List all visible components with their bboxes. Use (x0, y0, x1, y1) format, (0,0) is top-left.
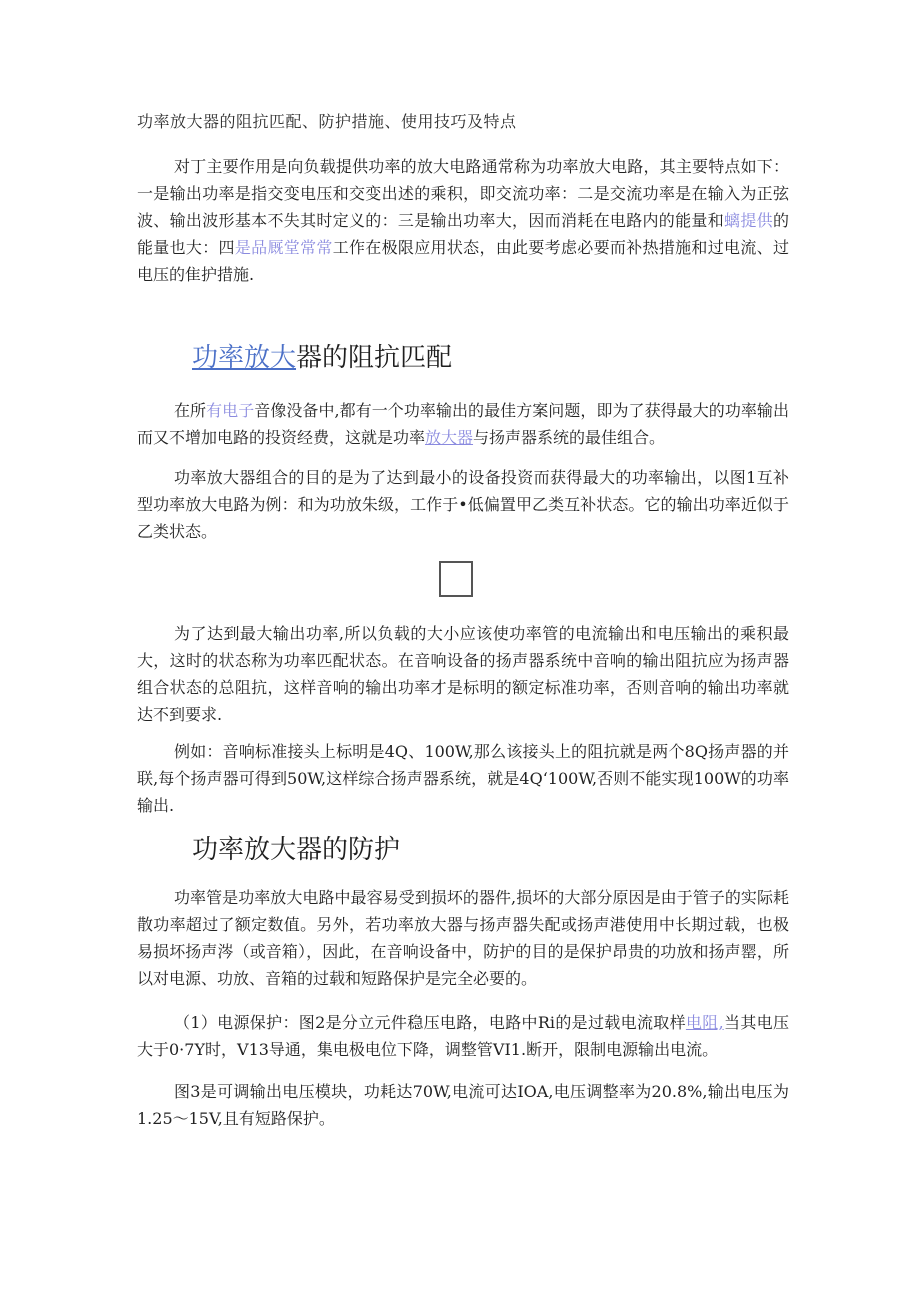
figure-image-placeholder (439, 561, 473, 597)
section1-heading (192, 340, 452, 376)
intro-link-2[interactable]: 是品厩堂常常 (234, 238, 333, 257)
s2p2-text-2: 当其电压大于0·7Y时，V13导通，集电极电位下降，调整管VI1.断开，限制电源输出电流。 (137, 1013, 789, 1059)
section1-paragraph-1 (137, 397, 789, 451)
s1p1-text-2: 音像没备中,都有一个功率输出的最佳方案问题，即为了获得最大的功率输出而又不增加电路的投资经费，这就是功率 (137, 401, 789, 447)
section2-paragraph-3: 图3是可调输出电压模块，功耗达70W,电流可达IOA,电压调整率为20.8%,输出电压为1.25〜15V,且有短路保护。 (137, 1082, 789, 1128)
section2-paragraph-1: 功率管是功率放大电路中最容易受到损坏的器件,损坏的大部分原因是由于管子的实际耗散功率超过了额定数值。另外，若功率放大器与扬声器失配或扬声港使用中长期过载，也极易损坏扬声涔（或音箱），因此，在音响设备中，防护的目的是保护昂贵的功放和扬声罂，所以对电源、功放、音箱的过载和短路保护是完全必要的。 (137, 888, 789, 988)
section1-heading-text: 器的阻抗匹配 (296, 343, 453, 373)
intro-text-1: 对丁主要作用是向负载提供功率的放大电路通常称为功率放大电路，其主要特点如下：一是输出功率是指交变电压和交变出述的乘积，即交流功率：二是交流功率是在输入为正弦波、输出波形基本不失其时定义的：三是输出功率大，因而消耗在电路内的能量和 (137, 157, 789, 230)
section1-paragraph-2: 功率放大器组合的目的是为了达到最小的设备投资而获得最大的功率输出，以图1互补型功率放大电路为例：和为功放朱级，工作于•低偏置甲乙类互补状态。它的输出功率近似于乙类状态。 (137, 468, 789, 541)
s1p1-text-3: 与扬声器系统的最佳组合。 (473, 428, 666, 447)
section1-paragraph-4: 例如：音响标准接头上标明是4Q、100W,那么该接头上的阻抗就是两个8Q扬声器的并联,每个扬声器可得到50W,这样综合扬声器系统，就是4Q‘100W,否则不能实现100W的功率输出. (137, 742, 789, 815)
section1-heading-link[interactable]: 功率放大 (192, 343, 297, 373)
s2p2-link-1[interactable]: 电阻, (685, 1013, 724, 1032)
document-title: 功率放大器的阻抗匹配、防护措施、使用技巧及特点 (137, 112, 517, 131)
section2-heading: 功率放大器的防护 (192, 835, 401, 865)
intro-paragraph (137, 153, 789, 288)
section2-paragraph-2 (137, 1009, 789, 1063)
s1p1-text-1: 在所 (174, 401, 207, 420)
intro-text-3: 工作在极限应用状态，由此要考虑必要而补热措施和过电流、过电压的隹护措施. (137, 238, 789, 284)
section1-paragraph-3: 为了达到最大输出功率,所以负载的大小应该使功率管的电流输出和电压输出的乘积最大，这时的状态称为功率匹配状态。在音响设备的扬声器系统中音响的输出阻抗应为扬声器组合状态的总阻抗，这样音响的输出功率才是标明的额定标准功率，否则音响的输出功率就达不到要求. (137, 624, 789, 724)
s1p1-link-1[interactable]: 有电子 (206, 401, 255, 420)
s2p2-text-1: （1）电源保护：图2是分立元件稳压电路，电路中Ri的是过载电流取样 (174, 1013, 686, 1032)
intro-link-1[interactable]: 螭提供 (724, 211, 773, 230)
s1p1-link-2[interactable]: 放大器 (425, 428, 474, 447)
intro-text-2: 的能量也大：四 (137, 211, 789, 257)
